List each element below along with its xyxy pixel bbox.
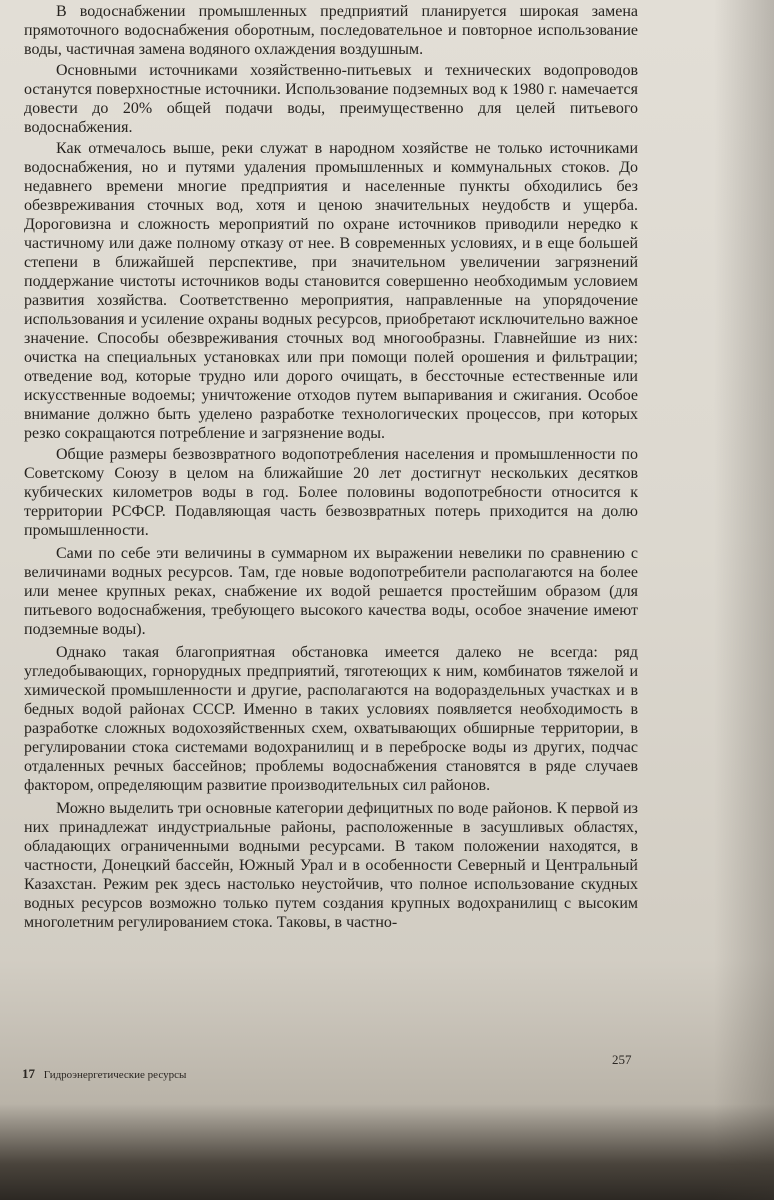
paragraph-2: Основными источниками хозяйственно-питьевых и технических водопроводов останутся поверхностные источники. Использование подземных вод к 1980 г. намечается довести до 20% общей подачи воды, преимущественно для целей питьевого водоснабжения.	[24, 62, 638, 136]
signature-number: 17	[22, 1066, 35, 1081]
paragraph-6: Однако такая благоприятная обстановка имеется далеко не всегда: ряд угледобывающих, горнорудных предприятий, тяготеющих к ним, комбинатов тяжелой и химической промышленности и другие, располагаются на водораздельных участках и в бедных водой районах СССР. Именно в таких условиях появляется необходимость в разработке сложных водохозяйственных схем, охватывающих обширные территории, в регулировании стока системами водохранилищ и в переброске воды из других, подчас отдаленных речных бассейнов; проблемы водоснабжения становятся в ряде случаев фактором, определяющим развитие производительных сил районов.	[24, 644, 638, 794]
paragraph-5: Сами по себе эти величины в суммарном их выражении невелики по сравнению с величинами водных ресурсов. Там, где новые водопотребители располагаются на более или менее крупных реках, снабжение их водой решается простейшим образом (для питьевого водоснабжения, требующего высокого качества воды, особое значение имеют подземные воды).	[24, 545, 638, 638]
body-text	[24, 2, 638, 934]
footer-running-title	[22, 1066, 186, 1082]
paragraph-1: В водоснабжении промышленных предприятий планируется широкая замена прямоточного водоснабжения оборотным, последовательное и повторное использование воды, частичная замена водяного охлаждения воздушным.	[24, 3, 638, 58]
paragraph-3: Как отмечалось выше, реки служат в народном хозяйстве не только источниками водоснабжения, но и путями удаления промышленных и коммунальных стоков. До недавнего времени многие предприятия и населенные пункты обходились без обезвреживания сточных вод, хотя и ценою значительных неудобств и ущерба. Дороговизна и сложность мероприятий по охране источников приводили нередко к частичному или даже полному отказу от нее. В современных условиях, и в еще большей степени в ближайшей перспективе, при значительном увеличении загрязнений поддержание чистоты источников воды становится совершенно необходимым условием развития хозяйства. Соответственно мероприятия, направленные на упорядочение использования и усиление охраны водных ресурсов, приобретают исключительно важное значение. Способы обезвреживания сточных вод многообразны. Главнейшие из них: очистка на специальных установках или при помощи полей орошения и фильтрации; отведение вод, которые трудно или дорого очищать, в бессточные естественные или искусственные водоемы; уничтожение отходов путем выпаривания и сжигания. Особое внимание должно быть уделено разработке технологических процессов, при которых резко сокращаются потребление и загрязнение воды.	[24, 140, 638, 442]
paragraph-4: Общие размеры безвозвратного водопотребления населения и промышленности по Советскому Союзу в целом на ближайшие 20 лет достигнут нескольких десятков кубических километров воды в год. Более половины водопотребности относится к территории РСФСР. Подавляющая часть безвозвратных потерь приходится на долю промышленности.	[24, 446, 638, 539]
page-edge-shadow	[714, 0, 774, 1200]
running-title: Гидроэнергетические ресурсы	[43, 1069, 187, 1081]
page-number: 257	[612, 1052, 632, 1067]
paragraph-7: Можно выделить три основные категории дефицитных по воде районов. К первой из них принадлежат индустриальные районы, расположенные в засушливых областях, обладающих ограниченными водными ресурсами. В таком положении находятся, в частности, Донецкий бассейн, Южный Урал и в особенности Северный и Центральный Казахстан. Режим рек здесь настолько неустойчив, что полное использование скудных водных ресурсов возможно только путем создания крупных водохранилищ с высоким многолетним регулированием стока. Таковы, в частно-	[24, 800, 638, 931]
